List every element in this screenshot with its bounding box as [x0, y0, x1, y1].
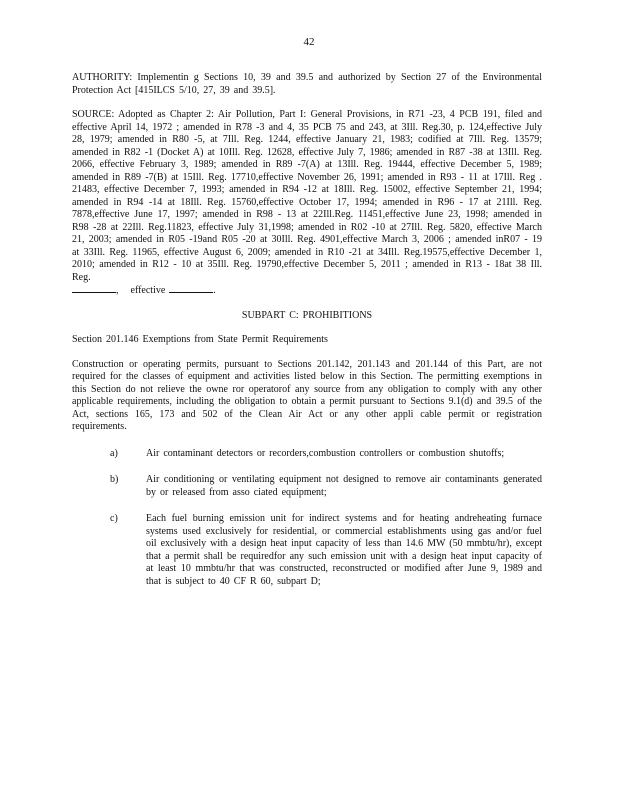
section-heading: Section 201.146 Exemptions from State Permit Requirements: [72, 334, 328, 345]
source-text: SOURCE: Adopted as Chapter 2: Air Pollution, Part I: General Provisions, in R71 -23, 4 PCB 191, filed and effective April 14, 1972 ; amended in R78 -3 and 4, 35 PCB 75 and 243, at 3Ill. Reg.30, p. 124,effective July 28, 1979; amended in R80 -5, at 7Ill. Reg. 1244, effective January 21, 1983; codified at 7Ill. Reg. 13579; amended in R82 -1 (Docket A) at 10Ill. Reg. 12628, effective July 7, 1986; amended in R87 -38 at 13Ill. Reg. 2066, effective February 3, 1989; amended in R89 -7(A) at 13Ill. Reg. 19444, effective December 5, 1989; amended in R89 -7(B) at 15Ill. Reg. 17710,effective November 26, 1991; amended in R93 - 11 at 17Ill. Reg . 21483, effective December 7, 1993; amended in R94 -12 at 18Ill. Reg. 15002, effective September 21, 1994; amended in R94 -14 at 18Ill. Reg. 15760,effective October 17, 1994; amended in R96 - 17 at 21Ill. Reg. 7878,effective June 17, 1997; amended in R98 - 13 at 22Ill.Reg. 11451,effective June 23, 1998; amended in R98 -28 at 22Ill. Reg.11823, effective July 31,1998; amended in R02 -10 at 27Ill. Reg. 5820, effective March 21, 2003; amended in R05 -19and R05 -20 at 30Ill. Reg. 4901,effective March 3, 2006 ; amended inR07 - 19 at 33Ill. Reg. 11965, effective August 6, 2009; amended in R10 -21 at 34Ill. Reg.19575,effective December 1, 2010; amended in R12 - 10 at 35Ill. Reg. 19790,effective December 5, 2011 ; amended in R13 - 18at 38 Ill. Reg.: [72, 109, 542, 283]
list-item: [72, 474, 542, 499]
source-note: [72, 109, 542, 298]
page-number: 42: [303, 36, 315, 48]
blank-line-volume: [72, 284, 116, 293]
source-tail-period: .: [213, 285, 216, 296]
list-item: [72, 513, 542, 588]
document-body: [72, 72, 542, 602]
item-label: c): [110, 513, 118, 524]
list-item: [72, 448, 542, 461]
item-text: Air contaminant detectors or recorders,combustion controllers or combustion shutoffs;: [146, 447, 505, 459]
item-text: Each fuel burning emission unit for indirect systems and for heating andreheating furnace systems used exclusively for residential, or commercial establishments using gas and/or fuel oil exclusively with a design heat input capacity of less than 14.6 MW (50 mmbtu/hr), except that a permit shall be requiredfor any such emission unit with a design heat input capacity of at least 10 mmbtu/hr that was constructed, reconstructed or modified after June 9, 1989 and that is subject to 40 CF R 60, subpart D;: [146, 513, 542, 587]
item-text: Air conditioning or ventilating equipment not designed to remove air contaminants generated by or released from asso ciated equipment;: [146, 474, 542, 498]
item-label: b): [110, 474, 119, 485]
blank-line-date: [169, 284, 213, 293]
source-tail-comma: ,: [116, 285, 119, 296]
source-tail-effective: effective: [130, 285, 166, 296]
item-label: a): [110, 447, 118, 459]
section-intro: Construction or operating permits, pursuant to Sections 201.142, 201.143 and 201.144 of this Part, are not required for the classes of equipment and activities listed below in this Section. The permitting exemptions in this Section do not relieve the owne ror operatorof any source from any obligation to comply with any other applicable requirements, including the obligation to obtain a permit pursuant to Sections 9.1(d) and 39.5 of the Act, sections 165, 173 and 502 of the Clean Air Act or any other appli cable permit or registration requirements.: [72, 358, 542, 432]
subpart-heading: SUBPART C: PROHIBITIONS: [241, 309, 373, 321]
authority-note: AUTHORITY: Implementin g Sections 10, 39 and 39.5 and authorized by Section 27 of the Environmental Protection Act [415ILCS 5/10, 27, 39 and 39.5].: [72, 72, 542, 96]
